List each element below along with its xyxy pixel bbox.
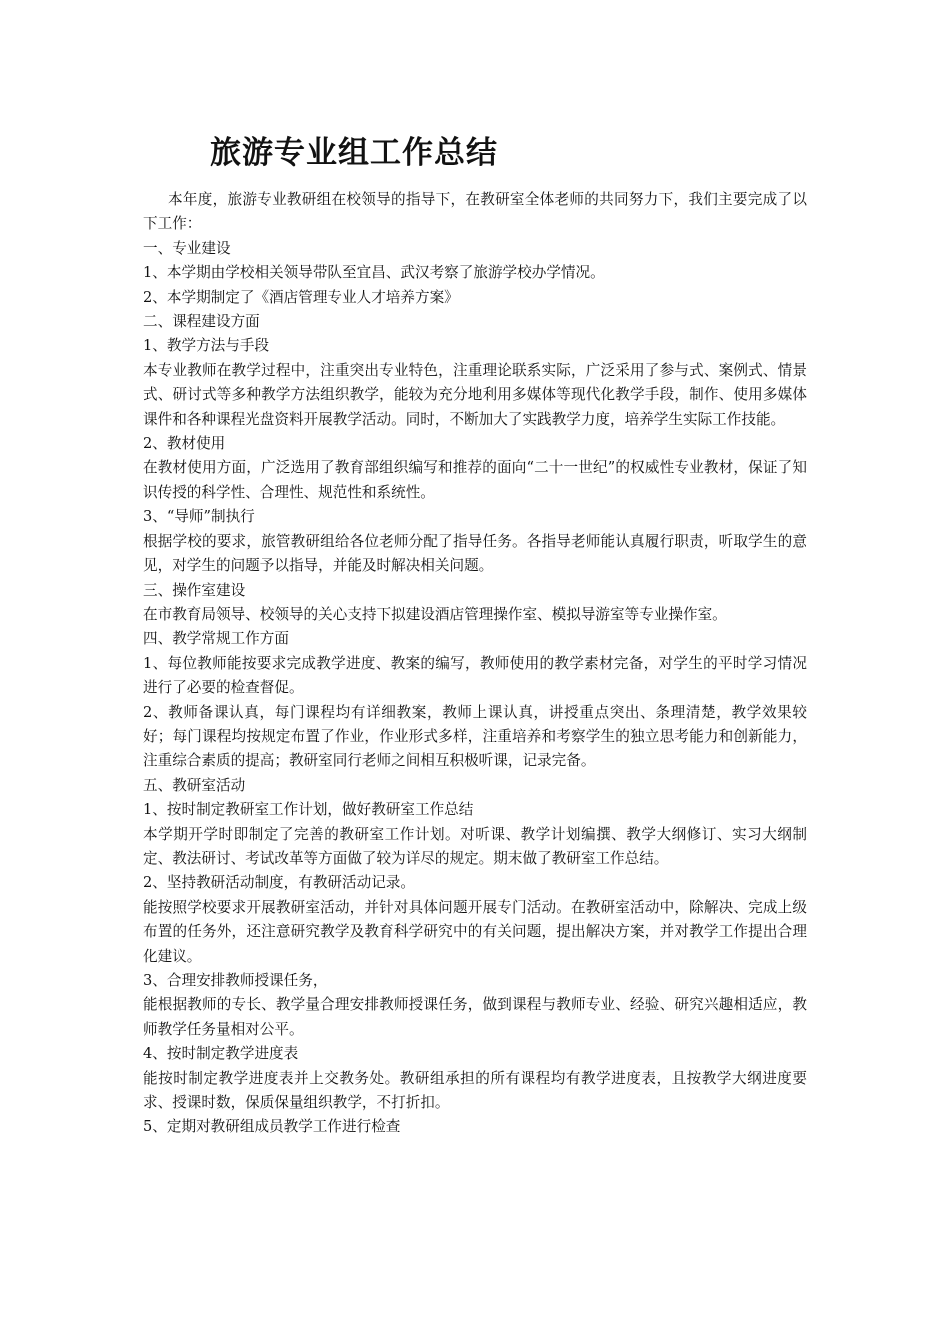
subsection-heading: 3、合理安排教师授课任务， [143, 972, 328, 989]
subsection-heading: 4、按时制定教学进度表 [143, 1045, 299, 1063]
body-paragraph: 在市教育局领导、校领导的关心支持下拟建设酒店管理操作室、模拟导游室等专业操作室。 [143, 605, 727, 623]
subsection-heading: 5、定期对教研组成员教学工作进行检查 [143, 1118, 401, 1136]
body-paragraph: 本学期开学时即制定了完善的教研室工作计划。对听课、教学计划编撰、教学大纲修订、实习大纲制定、教法研讨、考试改革等方面做了较为详尽的规定。期末做了教研室工作总结。 [143, 825, 807, 867]
body-paragraph: 本专业教师在教学过程中，注重突出专业特色，注重理论联系实际，广泛采用了参与式、案例式、情景式、研讨式等多种教学方法组织教学，能较为充分地利用多媒体等现代化教学手段，制作、使用多媒体课件和各种课程光盘资料开展教学活动。同时，不断加大了实践教学力度，培养学生实际工作技能。 [143, 361, 807, 428]
intro-paragraph: 本年度，旅游专业教研组在校领导的指导下，在教研室全体老师的共同努力下，我们主要完成了以下工作： [143, 191, 807, 233]
section-heading: 一、专业建设 [143, 239, 231, 257]
body-paragraph: 能按照学校要求开展教研室活动，并针对具体问题开展专门活动。在教研室活动中，除解决、完成上级布置的任务外，还注意研究教学及教育科学研究中的有关问题，提出解决方案，并对教学工作提出合理化建议。 [143, 898, 807, 965]
subsection-heading: 2、坚持教研活动制度，有教研活动记录。 [143, 874, 415, 892]
section-heading: 二、课程建设方面 [143, 313, 260, 331]
section-heading: 三、操作室建设 [143, 581, 246, 599]
subsection-heading: 2、教材使用 [143, 435, 226, 453]
document-body [143, 126, 807, 1140]
body-paragraph: 根据学校的要求，旅管教研组给各位老师分配了指导任务。各指导老师能认真履行职责，听取学生的意见，对学生的问题予以指导，并能及时解决相关问题。 [143, 532, 807, 575]
subsection-heading: 1、按时制定教研室工作计划，做好教研室工作总结 [143, 801, 474, 819]
section-heading: 五、教研室活动 [143, 776, 246, 794]
list-item: 2、本学期制定了《酒店管理专业人才培养方案》 [143, 288, 459, 306]
list-item: 1、本学期由学校相关领导带队至宜昌、武汉考察了旅游学校办学情况。 [143, 264, 605, 282]
list-item: 2、教师备课认真，每门课程均有详细教案，教师上课认真，讲授重点突出、条理清楚，教学效果较好；每门课程均按规定布置了作业，作业形式多样，注重培养和考察学生的独立思考能力和创新能力，注重综合素质的提高；教研室同行老师之间相互积极听课，记录完备。 [143, 703, 807, 770]
body-paragraph: 能根据教师的专长、教学量合理安排教师授课任务，做到课程与教师专业、经验、研究兴趣相适应，教师教学任务量相对公平。 [143, 996, 807, 1038]
subsection-heading: 1、教学方法与手段 [143, 337, 270, 355]
document-title: 旅游专业组工作总结 [210, 135, 498, 171]
list-item: 1、每位教师能按要求完成教学进度、教案的编写，教师使用的教学素材完备，对学生的平时学习情况进行了必要的检查督促。 [143, 654, 807, 697]
body-paragraph: 能按时制定教学进度表并上交教务处。教研组承担的所有课程均有教学进度表，且按教学大纲进度要求、授课时数，保质保量组织教学，不打折扣。 [143, 1069, 807, 1112]
section-heading: 四、教学常规工作方面 [143, 630, 289, 648]
subsection-heading: 3、“导师”制执行 [143, 508, 255, 526]
body-paragraph: 在教材使用方面，广泛选用了教育部组织编写和推荐的面向“二十一世纪”的权威性专业教材，保证了知识传授的科学性、合理性、规范性和系统性。 [143, 459, 807, 501]
